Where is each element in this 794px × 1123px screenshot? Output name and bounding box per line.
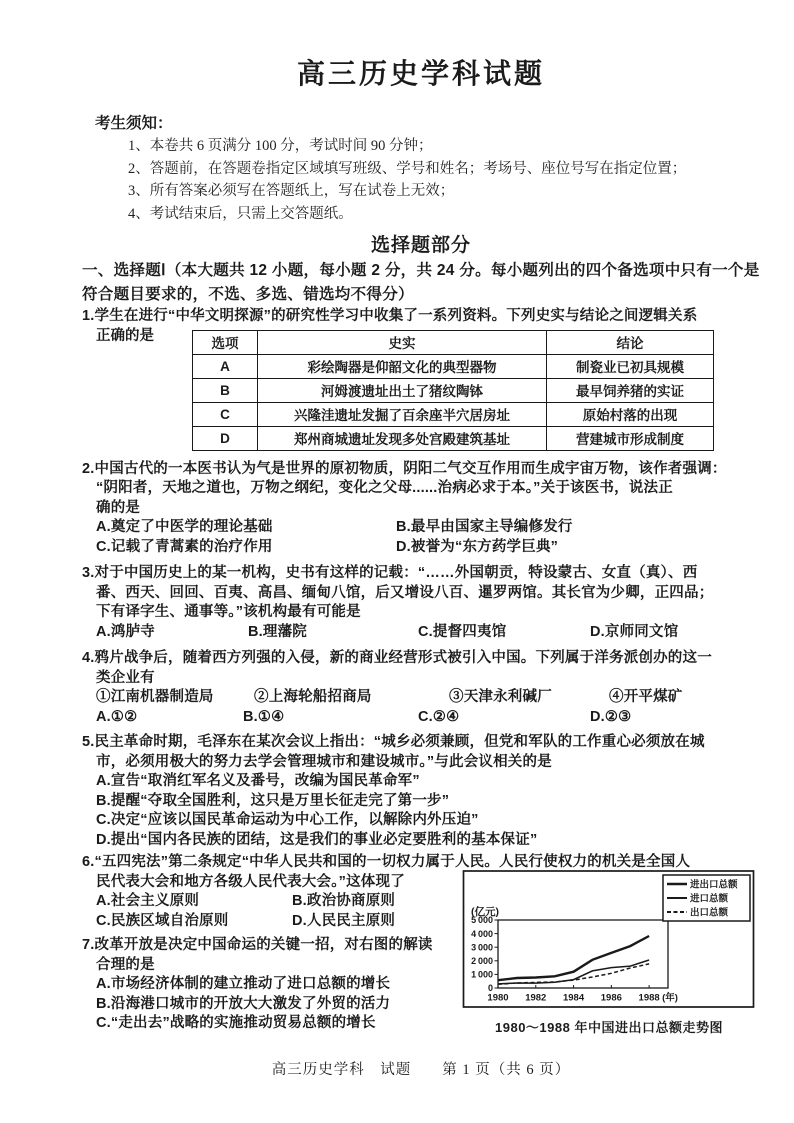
legend-label: 出口总额	[690, 907, 729, 919]
x-tick-label: 1986	[600, 992, 622, 1004]
option: A.奠定了中医学的理论基础	[96, 519, 273, 535]
question-number: 7.	[82, 937, 95, 953]
y-tick-label: 1 000	[471, 969, 493, 980]
option: B.沿海港口城市的开放大大激发了外贸的活力	[96, 995, 391, 1012]
table-cell: 兴隆洼遗址发掘了百余座半穴居房址	[258, 402, 547, 426]
y-tick-label: 2 000	[471, 956, 493, 966]
table-cell: 郑州商城遗址发现多处宫殿建筑基址	[258, 426, 547, 450]
table-cell: D	[193, 426, 258, 450]
option: A.鸿胪寺	[96, 623, 155, 640]
table-cell: 彩绘陶器是仰韶文化的典型器物	[258, 354, 547, 378]
option: C.决定“应该以国民革命运动为中心工作，以解除内外压迫”	[96, 812, 479, 828]
question-stem-line: 番、西天、回回、百夷、高昌、缅甸八馆，后又增设八百、暹罗两馆。其长官为少卿，正四品；	[96, 584, 714, 601]
import-export-trend-chart	[462, 869, 756, 1041]
list-item: ③天津永利碱厂	[449, 689, 552, 705]
table-header-row	[193, 330, 714, 354]
notice-item: 2、答题前，在答题卷指定区域填写班级、学号和姓名；考场号、座位号写在指定位置；	[128, 160, 687, 177]
table-cell: 原始村落的出现	[547, 402, 714, 426]
trend-chart-svg	[462, 869, 756, 1011]
table-row	[193, 426, 714, 450]
page-footer: 高三历史学科 试题 第 1 页（共 6 页）	[271, 1061, 571, 1078]
legend-label: 进出口总额	[690, 879, 738, 891]
question-stem-line: 合理的是	[96, 956, 155, 973]
option: B.提醒“夺取全国胜利，这只是万里长征走完了第一步”	[96, 792, 450, 809]
table-row	[193, 378, 714, 402]
table-cell: 制瓷业已初具规模	[547, 354, 714, 378]
option: A.①②	[96, 708, 138, 725]
legend-label: 进口总额	[690, 893, 729, 905]
question-stem-line: 民代表大会和地方各级人民代表大会。”这体现了	[96, 873, 405, 890]
option: A.社会主义原则	[96, 893, 200, 909]
option: B.政治协商原则	[292, 893, 396, 909]
part-header-line: 一、选择题Ⅰ（本大题共 12 小题，每小题 2 分，共 24 分。每小题列出的四个备选项中只有一个是	[82, 262, 760, 279]
x-tick-label: 1988	[638, 992, 660, 1004]
option: D.②③	[590, 708, 632, 725]
table-row	[193, 354, 714, 378]
question-number: 1.	[82, 308, 95, 324]
part-header-line: 符合题目要求的，不选、多选、错选均不得分）	[82, 286, 414, 303]
list-item: ①江南机器制造局	[96, 689, 214, 705]
page-title: 高三历史学科试题	[296, 58, 545, 89]
chart-caption: 1980～1988 年中国进出口总额走势图	[495, 1020, 723, 1035]
question-3	[82, 564, 760, 642]
option: B.①④	[243, 708, 285, 725]
question-stem-line: “阴阳者，天地之道也，万物之纲纪，变化之父母......治病必求于本。”关于该医书，说法正	[96, 480, 673, 496]
option: A.宣告“取消红军名义及番号，改编为国民革命军”	[96, 773, 420, 789]
option: B.理藩院	[248, 623, 307, 640]
y-tick-label: 4 000	[471, 928, 493, 939]
notice-title: 考生须知：	[95, 115, 173, 132]
table-cell: B	[193, 378, 258, 402]
question-1	[82, 307, 760, 451]
options-row	[82, 538, 760, 558]
notice-item: 4、考试结束后，只需上交答题纸。	[128, 205, 353, 222]
x-tick-label: 1980	[487, 992, 509, 1004]
option: C.②④	[418, 708, 460, 725]
notice-item: 1、本卷共 6 页满分 100 分，考试时间 90 分钟；	[128, 138, 433, 154]
question-stem-line: 6.“五四宪法”第二条规定“中华人民共和国的一切权力属于人民。人民行使权力的机关是全国人	[82, 854, 691, 870]
option: D.京师同文馆	[590, 623, 679, 640]
question-2	[82, 460, 760, 558]
table-row	[193, 402, 714, 426]
option: D.被誉为“东方药学巨典”	[396, 538, 559, 555]
options-row	[82, 623, 760, 643]
option: B.最早由国家主导编修发行	[396, 519, 573, 535]
table-cell: 营建城市形成制度	[547, 426, 714, 450]
question-stem-line: 5.民主革命时期，毛泽东在某次会议上指出：“城乡必须兼顾，但党和军队的工作重心必须放在城	[82, 734, 705, 750]
y-tick-label: 0	[487, 983, 493, 994]
question-stem-line: 2.中国古代的一本医书认为气是世界的原初物质，阴阳二气交互作用而生成宇宙万物，该作者强调：	[82, 460, 727, 477]
option: D.人民民主原则	[292, 912, 396, 929]
question-stem-line: 确的是	[96, 499, 141, 516]
section-title: 选择题部分	[370, 235, 471, 256]
x-tick-label: 1984	[562, 992, 585, 1004]
table-header-cell: 史实	[258, 330, 547, 354]
list-item: ②上海轮船招商局	[254, 689, 372, 705]
option: C.“走出去”战略的实施推动贸易总额的增长	[96, 1015, 376, 1031]
x-axis-unit-label: (年)	[662, 992, 678, 1004]
table-header-cell: 结论	[547, 330, 714, 354]
question-stem-line: 3.对于中国历史上的某一机构，史书有这样的记载：“……外国朝贡，特设蒙古、女直（真）、西	[82, 565, 698, 581]
question-stem-line: 下有译字生、通事等。”该机构最有可能是	[96, 604, 361, 620]
option: C.提督四夷馆	[418, 623, 507, 640]
question-stem-line: 类企业有	[96, 669, 155, 686]
options-row	[82, 708, 760, 728]
question-stem-line: 4.鸦片战争后，随着西方列强的入侵，新的商业经营形式被引入中国。下列属于洋务派创办的这一	[82, 650, 712, 666]
option: C.民族区域自治原则	[96, 912, 229, 929]
table-header-cell: 选项	[193, 330, 258, 354]
table-cell: C	[193, 402, 258, 426]
table-cell: A	[193, 354, 258, 378]
y-tick-label: 3 000	[471, 942, 493, 953]
option: A.市场经济体制的建立推动了进口总额的增长	[96, 976, 391, 992]
question-number: 4.	[82, 650, 95, 666]
fact-conclusion-table	[192, 330, 714, 451]
question-stem-line: 正确的是	[96, 327, 154, 344]
options-row	[82, 518, 760, 538]
question-5	[82, 733, 760, 850]
y-axis-unit-label: (亿元)	[471, 906, 499, 918]
option: D.提出“国内各民族的团结，这是我们的事业必定要胜利的基本保证”	[96, 831, 538, 848]
question-number: 2.	[82, 460, 95, 477]
notice-item: 3、所有答案必须写在答题纸上，写在试卷上无效；	[128, 183, 455, 199]
question-stem-line: 1.学生在进行“中华文明探源”的研究性学习中收集了一系列资料。下列史实与结论之间逻辑关系	[82, 308, 698, 324]
table-cell: 河姆渡遗址出土了猪纹陶钵	[258, 378, 547, 402]
question-number: 5.	[82, 734, 95, 750]
x-tick-label: 1982	[525, 992, 547, 1004]
option: C.记载了青蒿素的治疗作用	[96, 538, 273, 555]
question-stem-line: 市，必须用极大的努力去学会管理城市和建设城市。”与此会议相关的是	[96, 753, 552, 770]
y-tick-label: 5 000	[471, 915, 493, 926]
table-cell: 最早饲养猪的实证	[547, 378, 714, 402]
question-4	[82, 649, 760, 727]
enterprise-items-row	[82, 688, 760, 708]
list-item: ④开平煤矿	[609, 689, 683, 705]
question-number: 3.	[82, 565, 95, 581]
question-stem-line: 7.改革开放是决定中国命运的关键一招，对右图的解读	[82, 937, 433, 953]
series-line	[498, 936, 649, 980]
question-number: 6.	[82, 854, 95, 870]
